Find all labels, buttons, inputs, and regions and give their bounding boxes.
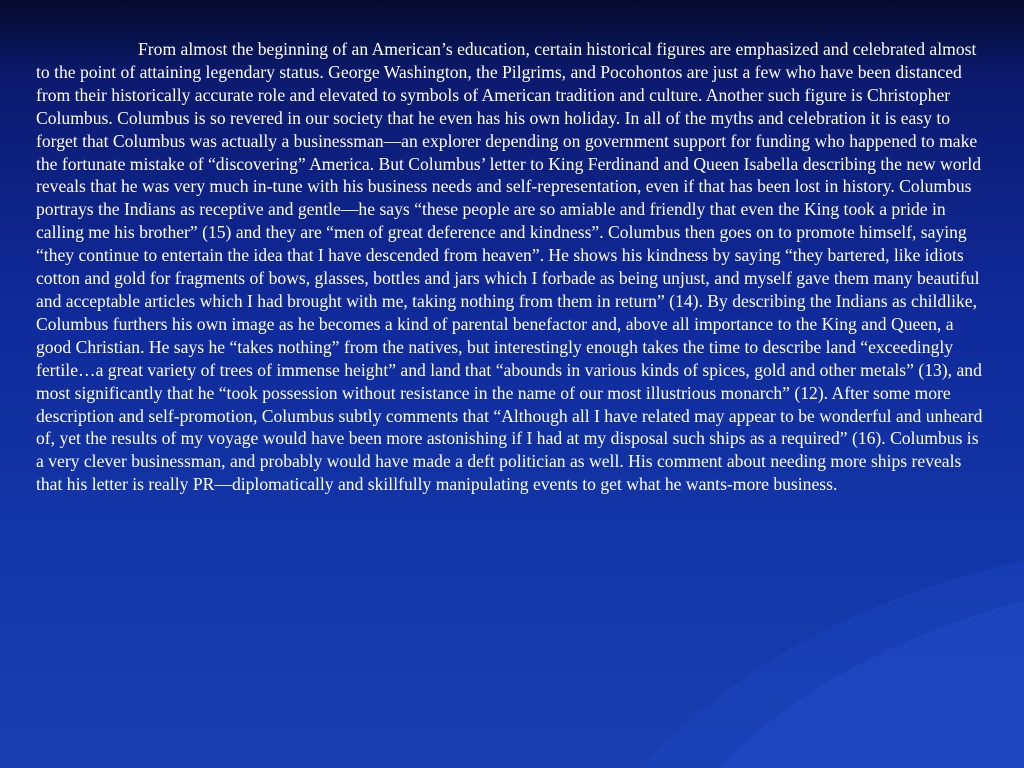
body-paragraph: From almost the beginning of an American’s education, certain historical figures are emphasized and celebrated almost to the point of attaining legendary status. George Washington, the Pilgrims, and Pocohontos are just a few who have been distanced from their historically accurate role and elevated to symbols of American tradition and culture. Another such figure is Christopher Columbus. Columbus is so revered in our society that he even has his own holiday. In all of the myths and celebration it is easy to forget that Columbus was actually a businessman—an explorer depending on government support for funding who happened to make the fortunate mistake of “discovering” America. But Columbus’ letter to King Ferdinand and Queen Isabella describing the new world reveals that he was very much in-tune with his business needs and self-representation, even if that has been lost in history. Columbus portrays the Indians as receptive and gentle—he says “these people are so amiable and friendly that even the King took a pride in calling me his brother” (15) and they are “men of great deference and kindness”. Columbus then goes on to promote himself, saying “they continue to entertain the idea that I have descended from heaven”. He shows his kindness by saying “they bartered, like idiots cotton and gold for fragments of bows, glasses, bottles and jars which I forbade as being unjust, and myself gave them many beautiful and acceptable articles which I had brought with me, taking nothing from them in return” (14). By describing the Indians as childlike, Columbus furthers his own image as he becomes a kind of parental benefactor and, above all importance to the King and Queen, a good Christian. He says he “takes nothing” from the natives, but interestingly enough takes the time to describe land “exceedingly fertile…a great variety of trees of immense height” and land that “abounds in various kinds of spices, gold and other metals” (13), and most significantly that he “took possession without resistance in the name of our most illustrious monarch” (12). After some more description and self-promotion, Columbus subtly comments that “Although all I have related may appear to be wonderful and unheard of, yet the results of my voyage would have been more astonishing if I had at my disposal such ships as a required” (16). Columbus is a very clever businessman, and probably would have made a deft politician as well. His comment about needing more ships reveals that his letter is really PR—diplomatically and skillfully manipulating events to get what he wants-more business.	[36, 39, 983, 495]
